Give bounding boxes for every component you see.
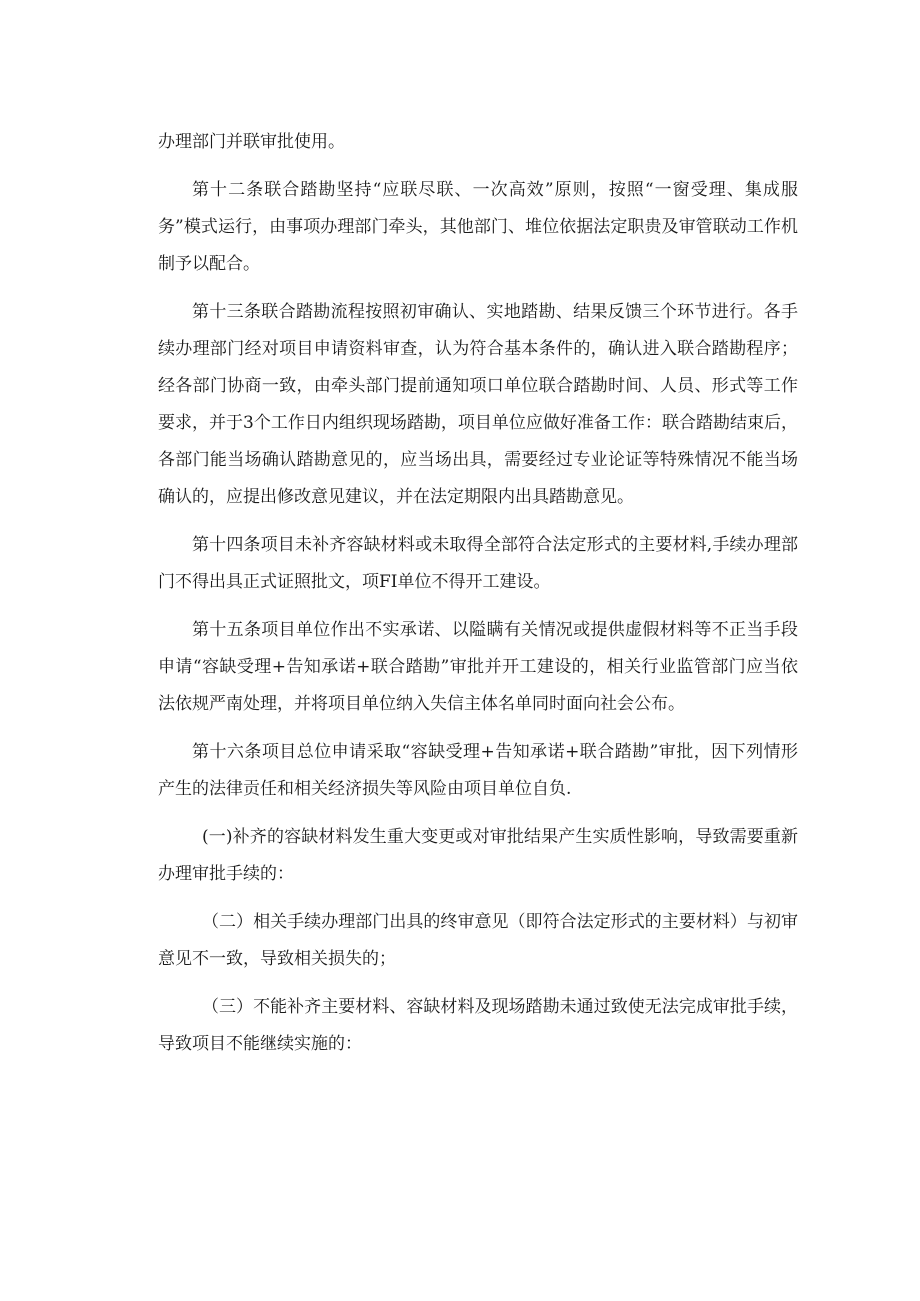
list-item-1: (一)补齐的容缺材料发生重大变更或对审批结果产生实质性影响，导致需要重新办理审批手续的： [158, 827, 798, 884]
document-body [158, 124, 798, 1074]
list-item-3: （三）不能补齐主要材料、容缺材料及现场踏勘未通过致使无法完成审批手续，导致项目不能继续实施的： [158, 997, 798, 1054]
article-14-paragraph: 第十四条项目未补齐容缺材料或未取得全部符合法定形式的主要材料,手续办理部门不得出具正式证照批文，项FI单位不得开工建设。 [158, 535, 798, 592]
paragraph-continuation: 办理部门并联审批使用。 [158, 132, 345, 152]
article-13-paragraph: 第十三条联合踏勘流程按照初审确认、实地踏勘、结果反馈三个环节进行。各手续办理部门经对项目申请资料审查，认为符合基本条件的，确认进入联合踏勘程序；经各部门协商一致，由牵头部门提前通知项口单位联合踏勘时间、人员、形式等工作要求，并于3个工作日内组织现场踏勘，项目单位应做好准备工作：联合踏勘结束后，各部门能当场确认踏勘意见的，应当场出具，需要经过专业论证等特殊情况不能当场确认的，应提出修改意见建议，并在法定期限内出具踏勘意见。 [158, 302, 798, 507]
article-15-paragraph: 第十五条项目单位作出不实承诺、以隘瞒有关情况或提供虚假材料等不正当手段申请“容缺受理+告知承诺+联合踏勘”审批并开工建设的，相关行业监管部门应当依法依规严南处理，并将项目单位纳入失信主体名单同时面向社会公布。 [158, 620, 798, 714]
article-12-paragraph: 第十二条联合踏勘坚持“应联尽联、一次高效”原则，按照“一窗受理、集成服务”模式运行，由事项办理部门牵头，其他部门、堆位依据法定职贵及审管联动工作机制予以配合。 [158, 180, 798, 274]
article-16-paragraph: 第十六条项目总位申请采取“容缺受理+告知承诺+联合踏勘”审批，因下列情形产生的法律贡任和相关经济损失等风险由项目单位自负. [158, 742, 798, 799]
list-item-2: （二）相关手续办理部门出具的终审意见（即符合法定形式的主要材料）与初审意见不一致，导致相关损失的； [158, 912, 798, 969]
